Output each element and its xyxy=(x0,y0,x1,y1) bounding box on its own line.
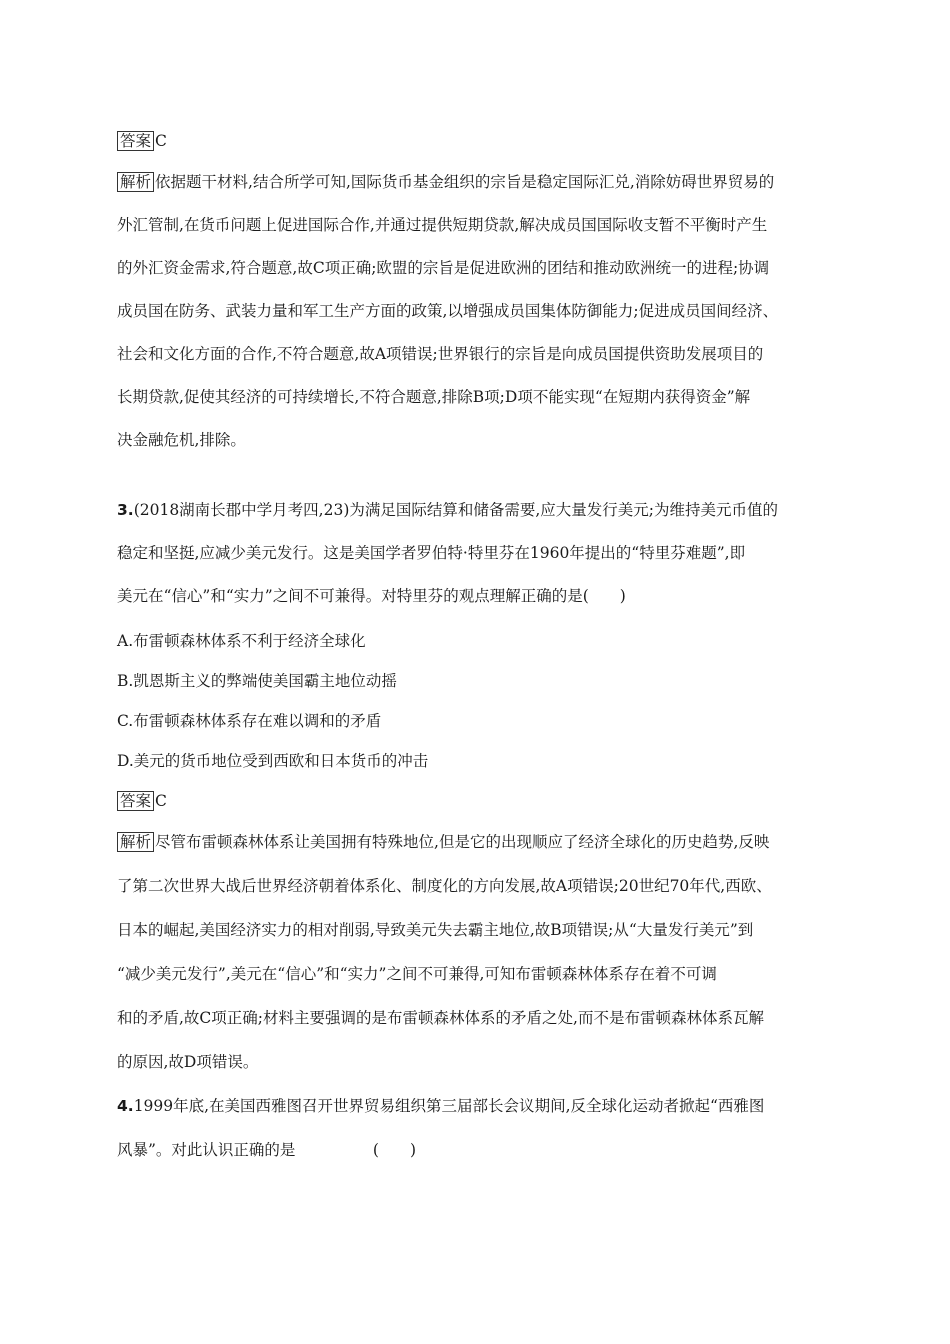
q3-analysis-line-1 xyxy=(117,832,769,852)
q2-analysis-line-7: 决金融危机,排除。 xyxy=(117,431,246,449)
q3-analysis-line-3: 日本的崛起,美国经济实力的相对削弱,导致美元失去霸主地位,故B项错误;从“大量发行美元”到 xyxy=(117,921,754,939)
answer-label-box: 答案 xyxy=(117,131,154,151)
question-number: 4. xyxy=(117,1097,134,1115)
q3-analysis-line-6: 的原因,故D项错误。 xyxy=(117,1053,259,1071)
q3-analysis-line-2: 了第二次世界大战后世界经济朝着体系化、制度化的方向发展,故A项错误;20世纪70年代,西欧、 xyxy=(117,877,772,895)
answer-value: C xyxy=(155,132,167,150)
answer-label-box: 答案 xyxy=(117,791,154,811)
q2-analysis-line-6: 长期贷款,促使其经济的可持续增长,不符合题意,排除B项;D项不能实现“在短期内获得资金”解 xyxy=(117,388,751,406)
q2-answer xyxy=(117,131,167,151)
q3-stem-line-2: 稳定和坚挺,应减少美元发行。这是美国学者罗伯特·特里芬在1960年提出的“特里芬难题”,即 xyxy=(117,544,746,562)
q3-analysis-line-4: “减少美元发行”,美元在“信心”和“实力”之间不可兼得,可知布雷顿森林体系存在着不可调 xyxy=(117,965,717,983)
q3-analysis-line-5: 和的矛盾,故C项正确;材料主要强调的是布雷顿森林体系的矛盾之处,而不是布雷顿森林体系瓦解 xyxy=(117,1009,764,1027)
q4-stem-line-1 xyxy=(117,1096,764,1116)
q2-analysis-line-3: 的外汇资金需求,符合题意,故C项正确;欧盟的宗旨是促进欧洲的团结和推动欧洲统一的进程;协调 xyxy=(117,259,770,277)
q3-option-b: B.凯恩斯主义的弊端使美国霸主地位动摇 xyxy=(117,672,397,690)
answer-value: C xyxy=(155,792,167,810)
stem-text: 1999年底,在美国西雅图召开世界贸易组织第三届部长会议期间,反全球化运动者掀起“西雅图 xyxy=(133,1097,765,1115)
analysis-label-box: 解析 xyxy=(117,172,154,192)
question-number: 3. xyxy=(117,501,134,519)
q2-analysis-line-2: 外汇管制,在货币问题上促进国际合作,并通过提供短期贷款,解决成员国国际收支暂不平衡时产生 xyxy=(117,216,768,234)
q4-stem-line-2: 风暴”。对此认识正确的是 ( ) xyxy=(117,1141,417,1159)
q2-analysis-line-4: 成员国在防务、武装力量和军工生产方面的政策,以增强成员国集体防御能力;促进成员国间经济、 xyxy=(117,302,779,320)
analysis-text: 依据题干材料,结合所学可知,国际货币基金组织的宗旨是稳定国际汇兑,消除妨碍世界贸易的 xyxy=(155,173,775,191)
q3-option-d: D.美元的货币地位受到西欧和日本货币的冲击 xyxy=(117,752,429,770)
analysis-text: 尽管布雷顿森林体系让美国拥有特殊地位,但是它的出现顺应了经济全球化的历史趋势,反映 xyxy=(155,833,770,851)
q2-analysis-line-1 xyxy=(117,172,774,192)
q3-stem-line-3: 美元在“信心”和“实力”之间不可兼得。对特里芬的观点理解正确的是( ) xyxy=(117,587,626,605)
analysis-label-box: 解析 xyxy=(117,832,154,852)
q3-option-a: A.布雷顿森林体系不利于经济全球化 xyxy=(117,632,366,650)
stem-text: (2018湖南长郡中学月考四,23)为满足国际结算和储备需要,应大量发行美元;为维持美元币值的 xyxy=(133,501,779,519)
q3-option-c: C.布雷顿森林体系存在难以调和的矛盾 xyxy=(117,712,382,730)
q3-stem-line-1 xyxy=(117,500,778,520)
q2-analysis-line-5: 社会和文化方面的合作,不符合题意,故A项错误;世界银行的宗旨是向成员国提供资助发展项目的 xyxy=(117,345,764,363)
q3-answer xyxy=(117,791,167,811)
